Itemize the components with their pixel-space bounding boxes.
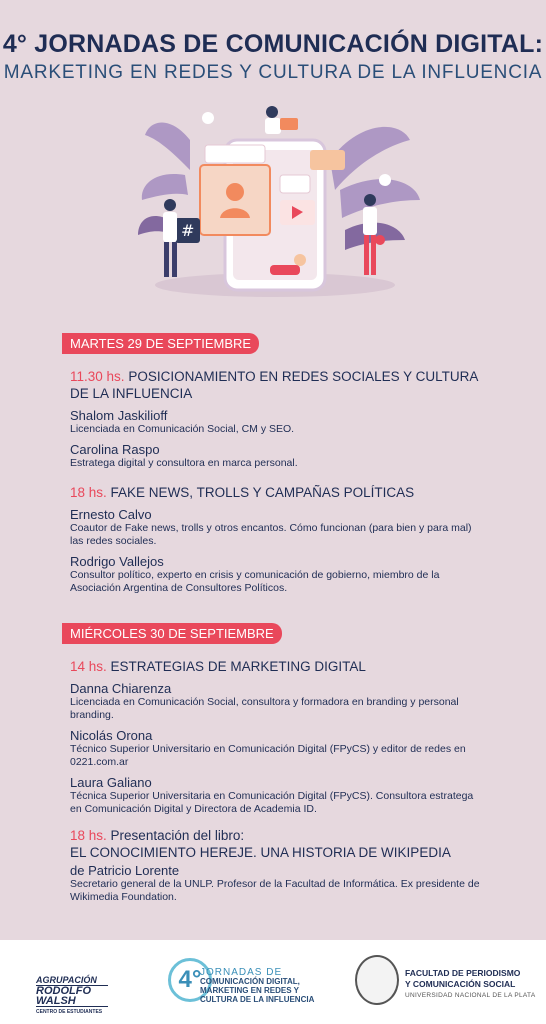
speaker-bio: Licenciada en Comunicación Social, consultora y formadora en branding y personal branding. xyxy=(70,696,459,721)
logo-text: COMUNICACIÓN DIGITAL, xyxy=(200,977,300,986)
talk-time: 11.30 hs. xyxy=(70,369,125,384)
speaker-name: Ernesto Calvo xyxy=(70,507,152,522)
date-badge-day2: MIÉRCOLES 30 DE SEPTIEMBRE xyxy=(62,623,282,644)
talk-heading: POSICIONAMIENTO EN REDES SOCIALES Y CULTURA DE LA INFLUENCIA xyxy=(70,369,478,401)
speaker-bio: Consultor político, experto en crisis y comunicación de gobierno, miembro de la Asociación Argentina de Consultores Políticos. xyxy=(70,569,440,594)
university-seal-icon xyxy=(355,955,399,1005)
speaker-bio: Licenciada en Comunicación Social, CM y SEO. xyxy=(70,423,295,435)
talk-heading: ESTRATEGIAS DE MARKETING DIGITAL xyxy=(110,659,366,674)
logo-text: Y COMUNICACIÓN SOCIAL xyxy=(405,979,516,989)
logo-text: AGRUPACIÓN xyxy=(36,975,97,985)
speaker-bio: Estratega digital y consultora en marca personal. xyxy=(70,457,298,469)
page-subtitle: MARKETING EN REDES Y CULTURA DE LA INFLUENCIA xyxy=(3,62,543,83)
faculty-logo-text xyxy=(405,968,535,1001)
talk-time: 18 hs. xyxy=(70,485,107,500)
date-badge-day1: MARTES 29 DE SEPTIEMBRE xyxy=(62,333,259,354)
speaker-name: Carolina Raspo xyxy=(70,442,160,457)
talk-title xyxy=(70,484,480,501)
speaker-name: Laura Galiano xyxy=(70,775,152,790)
talk-block xyxy=(70,827,480,904)
speaker-name: Nicolás Orona xyxy=(70,728,153,743)
talk-time: 14 hs. xyxy=(70,659,107,674)
talk-block xyxy=(70,658,480,816)
book-title: EL CONOCIMIENTO HEREJE. UNA HISTORIA DE WIKIPEDIA xyxy=(70,845,451,860)
logo-text: JORNADAS DE xyxy=(200,967,283,978)
agrupacion-logo xyxy=(36,975,108,1015)
speaker-name: Danna Chiarenza xyxy=(70,681,172,696)
logo-text: RODOLFO WALSH xyxy=(36,985,108,1007)
talk-block xyxy=(70,368,480,470)
speaker-bio: Coautor de Fake news, trolls y otros encantos. Cómo funcionan (para bien y para mal) las redes sociales. xyxy=(70,522,472,547)
logo-text: MARKETING EN REDES Y xyxy=(200,986,299,995)
talk-heading: Presentación del libro: xyxy=(110,828,245,843)
university-name: UNIVERSIDAD NACIONAL DE LA PLATA xyxy=(405,992,536,999)
speaker-name: Rodrigo Vallejos xyxy=(70,554,164,569)
logo-text: CENTRO DE ESTUDIANTES xyxy=(36,1009,103,1015)
speaker-name: de Patricio Lorente xyxy=(70,863,180,878)
logo-text: FACULTAD DE PERIODISMO xyxy=(405,968,521,978)
talk-time: 18 hs. xyxy=(70,828,107,843)
talk-heading: FAKE NEWS, TROLLS Y CAMPAÑAS POLÍTICAS xyxy=(110,485,415,500)
speaker-bio: Técnico Superior Universitario en Comunicación Digital (FPyCS) y editor de redes en 0221.com.ar xyxy=(70,743,466,768)
social-media-illustration xyxy=(130,100,420,310)
talk-title xyxy=(70,368,480,402)
page-title: 4° JORNADAS DE COMUNICACIÓN DIGITAL: xyxy=(2,30,544,58)
talk-title xyxy=(70,827,480,844)
svg-text:#: # xyxy=(181,221,195,240)
talk-title xyxy=(70,658,480,675)
speaker-bio: Técnica Superior Universitaria en Comunicación Digital (FPyCS). Consultora estratega en Comunicación Digital y Directora de Academia ID. xyxy=(70,790,474,815)
speaker-name: Shalom Jaskilioff xyxy=(70,408,168,423)
jornadas-logo-text xyxy=(200,968,314,1004)
speaker-bio: Secretario general de la UNLP. Profesor de la Facultad de Informática. Ex presidente de Wikimedia Foundation. xyxy=(70,878,480,903)
talk-block xyxy=(70,484,480,595)
jornadas-logo-icon: 4° xyxy=(168,958,212,1002)
logo-text: CULTURA DE LA INFLUENCIA xyxy=(200,995,315,1004)
